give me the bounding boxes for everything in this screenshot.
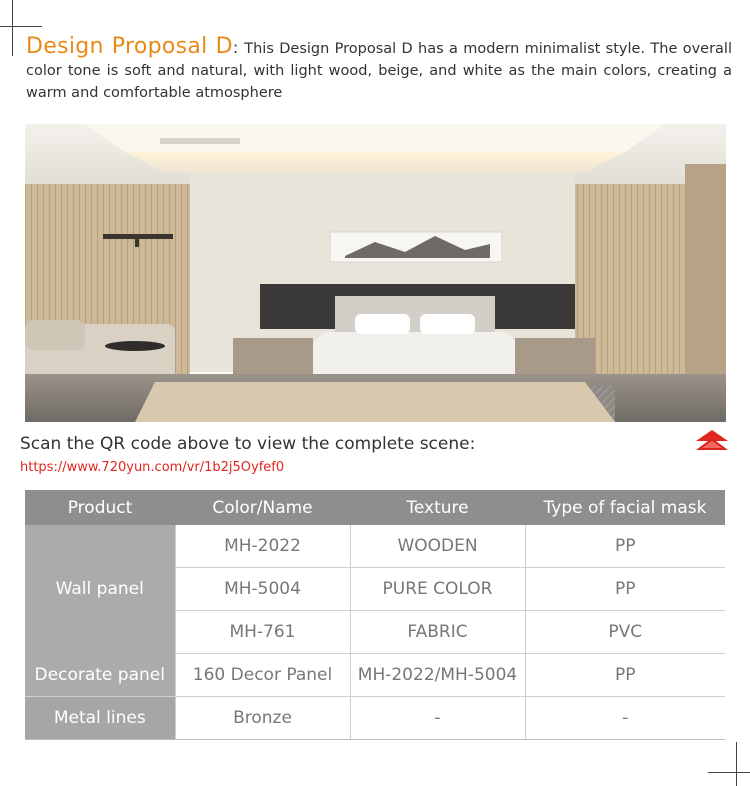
crop-mark-bottom-right-v xyxy=(736,742,737,786)
group-metal-lines: Metal lines xyxy=(25,697,175,740)
cell-mask: - xyxy=(525,697,725,740)
cell-color: MH-761 xyxy=(175,611,350,654)
cell-texture: - xyxy=(350,697,525,740)
header-facial-mask: Type of facial mask xyxy=(525,490,725,525)
crop-mark-top-left-h xyxy=(0,26,42,27)
product-spec-table xyxy=(25,490,725,740)
group-wall-panel: Wall panel xyxy=(25,525,175,654)
group-decorate-panel: Decorate panel xyxy=(25,654,175,697)
proposal-title: Design Proposal D xyxy=(26,34,233,59)
cell-texture: PURE COLOR xyxy=(350,568,525,611)
table-row xyxy=(25,654,725,697)
cell-color: MH-2022 xyxy=(175,525,350,568)
cell-texture: FABRIC xyxy=(350,611,525,654)
header-texture: Texture xyxy=(350,490,525,525)
cell-texture: MH-2022/MH-5004 xyxy=(350,654,525,697)
table-row xyxy=(25,525,725,568)
header-color-name: Color/Name xyxy=(175,490,350,525)
cell-mask: PP xyxy=(525,654,725,697)
cell-mask: PP xyxy=(525,568,725,611)
table-row xyxy=(25,697,725,740)
cell-texture: WOODEN xyxy=(350,525,525,568)
table-header-row xyxy=(25,490,725,525)
crop-mark-top-left-v xyxy=(12,0,13,56)
cell-mask: PVC xyxy=(525,611,725,654)
header-product: Product xyxy=(25,490,175,525)
cell-color: MH-5004 xyxy=(175,568,350,611)
double-up-arrow-icon xyxy=(694,428,730,456)
vr-scene-link[interactable]: https://www.720yun.com/vr/1b2j5Oyfef0 xyxy=(20,460,285,475)
scan-qr-instruction: Scan the QR code above to view the complete scene: xyxy=(20,434,476,454)
crop-mark-bottom-right-h xyxy=(708,772,750,773)
proposal-description: This Design Proposal D has a modern minimalist style. The overall color tone is soft and natural, with light wood, beige, and white as the main colors, creating a warm and comfortable atmosphere xyxy=(26,41,732,101)
proposal-header xyxy=(26,36,732,104)
bedroom-render-photo xyxy=(25,124,726,422)
cell-color: Bronze xyxy=(175,697,350,740)
cell-color: 160 Decor Panel xyxy=(175,654,350,697)
title-colon: : xyxy=(232,38,239,57)
cell-mask: PP xyxy=(525,525,725,568)
